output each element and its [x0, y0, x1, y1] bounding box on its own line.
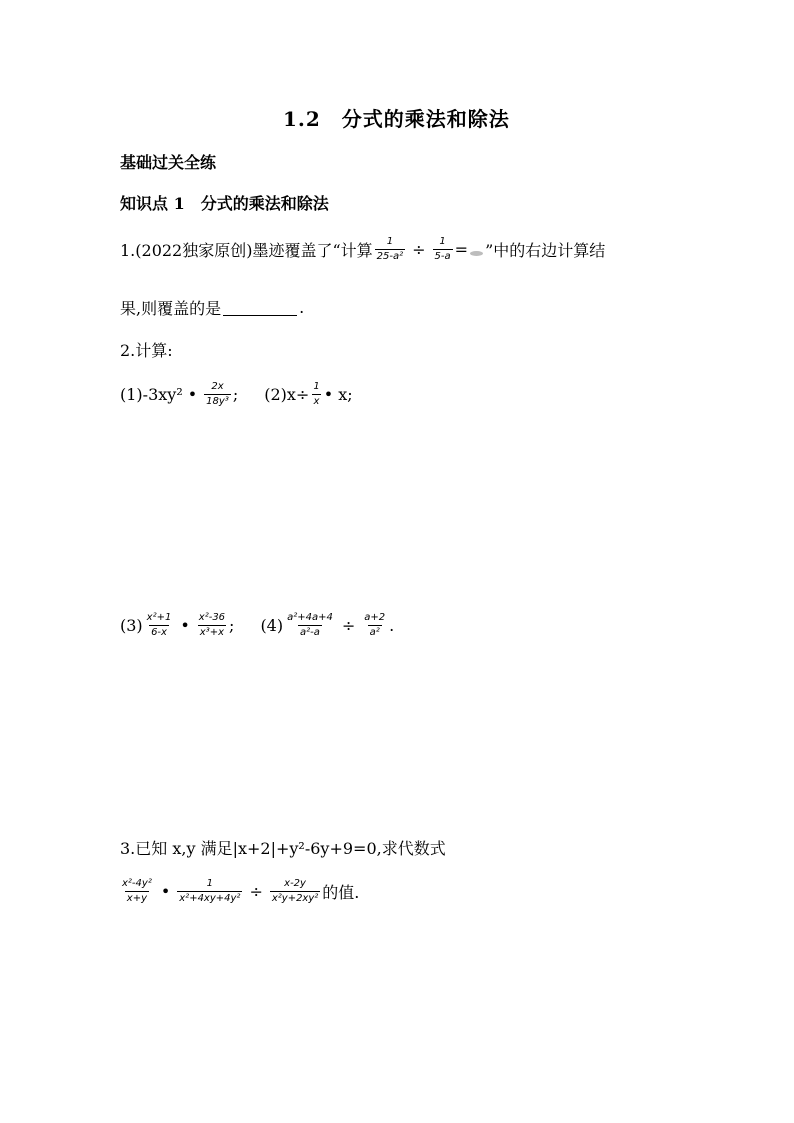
- question-1-prefix: 1.(2022独家原创)墨迹覆盖了“计算: [120, 241, 373, 260]
- section-heading: 基础过关全练: [120, 153, 217, 172]
- part-4-fraction-1: [285, 612, 335, 639]
- question-1-line-2-text: 果,则覆盖的是: [120, 299, 222, 318]
- question-3-line-2: [118, 878, 359, 905]
- question-2-parts-3-4: [120, 612, 394, 639]
- part-3-prefix: (3): [120, 616, 143, 635]
- fraction-denominator: a²-a: [300, 627, 320, 638]
- question-3-suffix: 的值.: [322, 883, 360, 902]
- multiply-dot: •: [187, 385, 198, 404]
- fraction-numerator: a+2: [364, 612, 386, 623]
- period: .: [389, 616, 395, 635]
- page-title: 1.2 分式的乘法和除法: [283, 107, 510, 131]
- question-3-fraction-2: [177, 878, 242, 905]
- question-1-suffix: ”中的右边计算结: [485, 241, 606, 260]
- fraction-numerator: 1: [386, 236, 394, 247]
- fraction-denominator: 6-x: [151, 627, 167, 638]
- knowledge-point-heading: 知识点 1 分式的乘法和除法: [120, 194, 329, 213]
- fraction-numerator: 2x: [211, 381, 224, 392]
- ink-smudge-icon: [470, 251, 483, 256]
- part-3-fraction-2: [197, 612, 227, 639]
- fraction-numerator: x²+1: [146, 612, 172, 623]
- question-1-line-2: [120, 296, 304, 319]
- question-1-line-1: [120, 236, 605, 263]
- fraction-denominator: 5-a: [434, 251, 451, 262]
- fraction-denominator: x³+x: [199, 627, 225, 638]
- part-4-fraction-2: [362, 612, 387, 639]
- part-1-fraction: [204, 381, 231, 408]
- question-1-fraction-1: [375, 236, 405, 263]
- fraction-denominator: x: [313, 396, 320, 407]
- fraction-numerator: 1: [206, 878, 214, 889]
- fraction-numerator: x²-4y²: [122, 878, 152, 889]
- divide-sign: ÷: [412, 240, 426, 259]
- fraction-denominator: 18y³: [206, 396, 229, 407]
- equals-sign: =: [454, 240, 469, 259]
- semicolon: ;: [229, 616, 235, 635]
- multiply-dot: •: [160, 882, 171, 901]
- question-3-line-1: 3.已知 x,y 满足|x+2|+y²-6y+9=0,求代数式: [120, 839, 446, 858]
- fraction-numerator: x-2y: [284, 878, 306, 889]
- divide-sign: ÷: [341, 616, 356, 635]
- part-2-tail: • x;: [323, 385, 353, 404]
- answer-blank[interactable]: [223, 299, 297, 316]
- question-3-fraction-3: [270, 878, 320, 905]
- part-3-fraction-1: [145, 612, 174, 639]
- fraction-denominator: x²y+2xy²: [271, 893, 319, 904]
- fraction-denominator: x+y: [126, 893, 148, 904]
- question-2-parts-1-2: [120, 381, 353, 408]
- part-2-prefix: (2)x÷: [264, 385, 310, 404]
- question-3-fraction-1: [120, 878, 154, 905]
- part-4-prefix: (4): [260, 616, 284, 635]
- multiply-dot: •: [180, 616, 190, 635]
- divide-sign: ÷: [249, 882, 263, 901]
- fraction-numerator: a²+4a+4: [287, 612, 333, 623]
- fraction-numerator: x²-36: [198, 612, 226, 623]
- fraction-numerator: 1: [313, 381, 320, 392]
- part-2-fraction: [311, 381, 321, 408]
- part-1-prefix: (1)-3xy²: [120, 385, 183, 404]
- fraction-denominator: x²+4xy+4y²: [179, 893, 241, 904]
- fraction-denominator: 25-a²: [376, 251, 404, 262]
- period: .: [299, 298, 305, 317]
- fraction-denominator: a²: [369, 627, 380, 638]
- semicolon: ;: [232, 385, 239, 404]
- question-2-label: 2.计算:: [120, 341, 173, 360]
- fraction-numerator: 1: [439, 236, 446, 247]
- question-1-fraction-2: [433, 236, 453, 263]
